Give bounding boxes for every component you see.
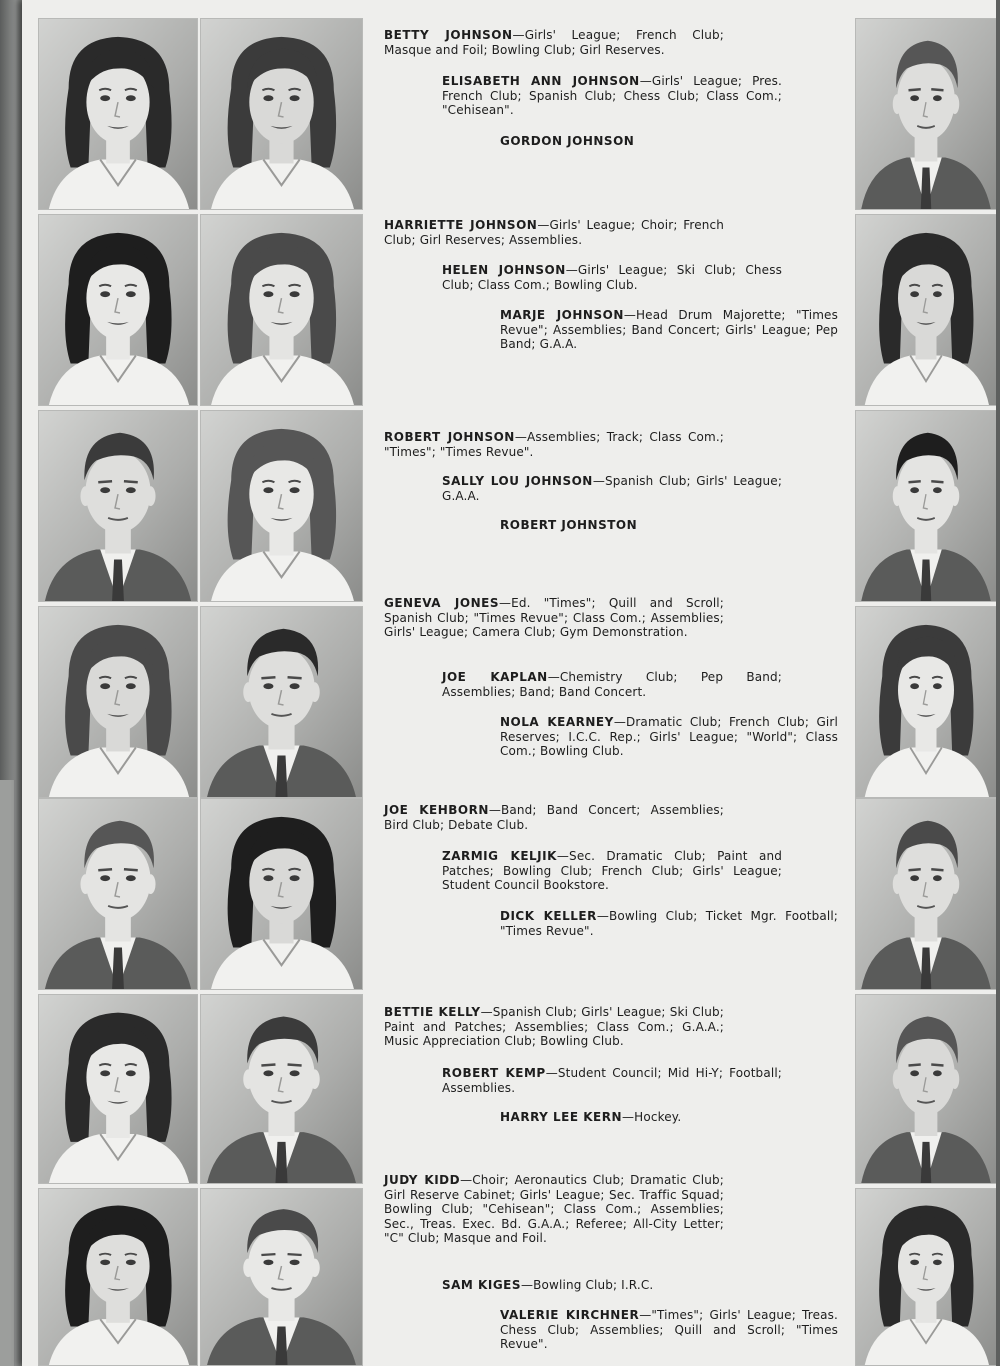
- student-entry: [442, 74, 782, 118]
- student-portrait-photo: [200, 18, 363, 210]
- student-portrait-photo: [200, 994, 363, 1184]
- student-name: ZARMIG KELJIK: [442, 849, 557, 863]
- student-name: GORDON JOHNSON: [500, 134, 635, 148]
- student-name: VALERIE KIRCHNER: [500, 1308, 640, 1322]
- student-activities: —Bowling Club; I.R.C.: [521, 1278, 654, 1292]
- student-activities: —Spanish Club; Girls' League; Ski Club; Paint and Patches; Assemblies; Class Com.; G.A.A.; Music Appreciation Club; Bowling Club.: [384, 1005, 724, 1048]
- student-name: ROBERT JOHNSON: [384, 430, 515, 444]
- yearbook-page: [22, 0, 1000, 1366]
- student-portrait-photo: [855, 1188, 997, 1366]
- student-name: BETTIE KELLY: [384, 1005, 481, 1019]
- student-entry: [442, 670, 782, 699]
- student-portrait-photo: [200, 410, 363, 602]
- student-portrait-photo: [855, 798, 997, 990]
- student-entry: [384, 430, 724, 459]
- student-entry: [384, 803, 724, 832]
- student-name: ROBERT JOHNSTON: [500, 518, 638, 532]
- student-activities: —Sec. Dramatic Club; Paint and Patches; Bowling Club; French Club; Girls' League; Student Council Bookstore.: [442, 849, 782, 892]
- student-name: JUDY KIDD: [384, 1173, 461, 1187]
- student-activities: —Head Drum Majorette; "Times Revue"; Assemblies; Band Concert; Girls' League; Pep Band; G.A.A.: [500, 308, 838, 351]
- student-portrait-photo: [38, 214, 198, 406]
- student-activities: —Assemblies; Track; Class Com.; "Times"; "Times Revue".: [384, 430, 724, 459]
- student-entry: [384, 1005, 724, 1049]
- student-name: NOLA KEARNEY: [500, 715, 614, 729]
- student-activities: —Bowling Club; Ticket Mgr. Football; "Times Revue".: [500, 909, 838, 938]
- student-portrait-photo: [855, 214, 997, 406]
- student-entry: [500, 1308, 838, 1352]
- student-activities: —Spanish Club; Girls' League; G.A.A.: [442, 474, 783, 503]
- student-entry: [500, 1110, 720, 1125]
- student-activities: —Band; Band Concert; Assemblies; Bird Club; Debate Club.: [384, 803, 724, 832]
- student-activities: —Dramatic Club; French Club; Girl Reserves; I.C.C. Rep.; Girls' League; "World"; Class Com.; Bowling Club.: [500, 715, 838, 758]
- student-portrait-photo: [855, 410, 997, 602]
- student-entry: [442, 1278, 782, 1293]
- student-portrait-photo: [38, 994, 198, 1184]
- student-activities: —Chemistry Club; Pep Band; Assemblies; Band; Band Concert.: [442, 670, 782, 699]
- student-activities: —Hockey.: [622, 1110, 682, 1124]
- student-name: DICK KELLER: [500, 909, 597, 923]
- student-portrait-photo: [38, 18, 198, 210]
- student-portrait-photo: [855, 994, 997, 1184]
- student-portrait-photo: [38, 1188, 198, 1366]
- student-activities: —Girls' League; Choir; French Club; Girl Reserves; Assemblies.: [384, 218, 724, 247]
- adjacent-page-edge: [0, 780, 14, 1366]
- student-name: HELEN JOHNSON: [442, 263, 566, 277]
- student-portrait-photo: [200, 606, 363, 798]
- student-activities: —Student Council; Mid Hi-Y; Football; Assemblies.: [442, 1066, 782, 1095]
- student-entry: [384, 596, 724, 640]
- student-entry: [384, 1173, 724, 1246]
- student-activities: —Ed. "Times"; Quill and Scroll; Spanish Club; "Times Revue"; Class Com.; Assemblies; Girls' League; Camera Club; Gym Demonstration.: [384, 596, 724, 639]
- student-name: GENEVA JONES: [384, 596, 499, 610]
- student-name: ELISABETH ANN JOHNSON: [442, 74, 640, 88]
- student-portrait-photo: [855, 606, 997, 798]
- student-activities: —Choir; Aeronautics Club; Dramatic Club; Girl Reserve Cabinet; Girls' League; Sec. Traffic Squad; Bowling Club; "Cehisean"; Class Com.; Assemblies; Sec., Treas. Exec. Bd. G.A.A.; Referee; All-City Letter; "C" Club; Masque and Foil.: [384, 1173, 725, 1245]
- student-name: BETTY JOHNSON: [384, 28, 513, 42]
- student-portrait-photo: [200, 1188, 363, 1366]
- student-name: SAM KIGES: [442, 1278, 522, 1292]
- student-entry: [442, 849, 782, 893]
- student-name: ROBERT KEMP: [442, 1066, 546, 1080]
- student-entry: [500, 909, 838, 938]
- student-name: HARRIETTE JOHNSON: [384, 218, 538, 232]
- student-entry: [500, 134, 660, 149]
- student-entry: [442, 1066, 782, 1095]
- student-name: MARJE JOHNSON: [500, 308, 624, 322]
- student-name: HARRY LEE KERN: [500, 1110, 623, 1124]
- student-name: JOE KEHBORN: [384, 803, 489, 817]
- student-entry: [442, 474, 782, 503]
- student-portrait-photo: [38, 798, 198, 990]
- student-entry: [384, 28, 724, 57]
- student-entry: [384, 218, 724, 247]
- student-activities: —Girls' League; French Club; Masque and Foil; Bowling Club; Girl Reserves.: [384, 28, 724, 57]
- student-activities: —Girls' League; Pres. French Club; Spanish Club; Chess Club; Class Com.; "Cehisean".: [442, 74, 782, 117]
- student-portrait-photo: [855, 18, 997, 210]
- student-activities: —Girls' League; Ski Club; Chess Club; Class Com.; Bowling Club.: [442, 263, 782, 292]
- student-name: SALLY LOU JOHNSON: [442, 474, 593, 488]
- page-right-edge: [996, 0, 1000, 1366]
- student-portrait-photo: [38, 606, 198, 798]
- student-portrait-photo: [200, 214, 363, 406]
- student-entry: [442, 263, 782, 292]
- student-entry: [500, 308, 838, 352]
- student-entry: [500, 715, 838, 759]
- student-name: JOE KAPLAN: [442, 670, 548, 684]
- student-portrait-photo: [38, 410, 198, 602]
- student-portrait-photo: [200, 798, 363, 990]
- student-activities: —"Times"; Girls' League; Treas. Chess Club; Assemblies; Quill and Scroll; "Times Revue".: [500, 1308, 838, 1351]
- student-entry: [500, 518, 660, 533]
